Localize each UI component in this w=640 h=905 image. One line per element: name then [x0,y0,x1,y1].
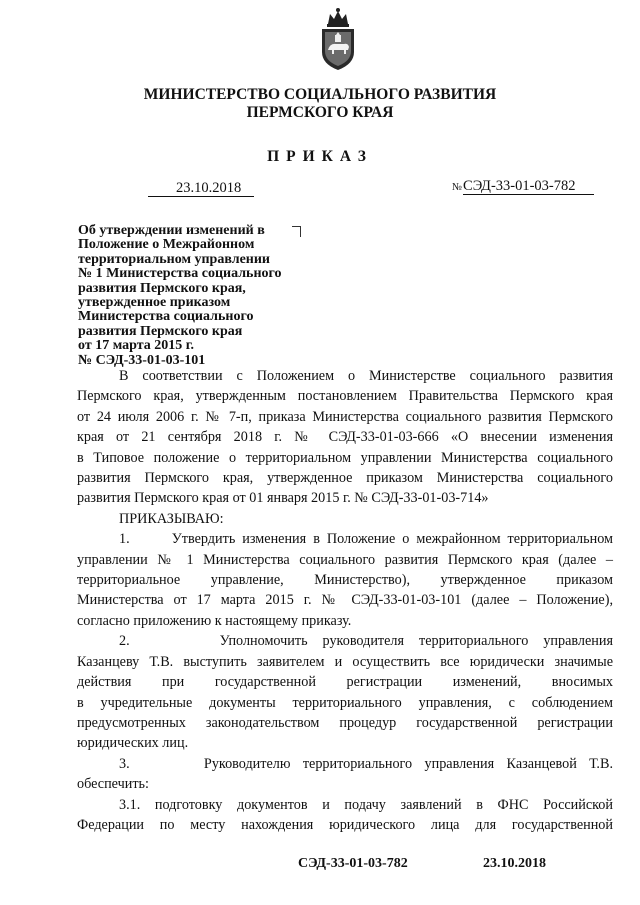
text-line: 3. Руководителю территориального управления Казанцевой Т.В. [119,755,613,772]
item-3 [77,754,613,795]
footer-document-date: 23.10.2018 [483,856,546,871]
coat-of-arms-icon [316,6,360,72]
order-number [452,178,594,196]
text-line: в учредительные документы территориального управления, с соблюдением [77,694,613,711]
order-subject: Об утверждении изменений в Положение о Межрайонном территориальном управлении № 1 Министерства социального развития Пермского края, утвержденное приказом Министерства социального развития Пермского края от 17 марта 2015 г. № СЭД-33-01-03-101 [78,223,282,368]
text-line: Министерства от 17 марта 2015 г. № СЭД-33-01-03-101 (далее – Положение), [77,592,613,609]
order-date [148,180,254,197]
text-line: территориальное управление, Министерство), утвержденное приказом [77,572,613,589]
text-line: 3.1. подготовку документов и подачу заявлений в ФНС Российской [119,796,613,813]
text-line: согласно приложению к настоящему приказу. [77,612,352,629]
ministry-name-line2: ПЕРМСКОГО КРАЯ [246,104,394,121]
order-body [77,366,613,835]
text-line: Пермского края, утвержденным постановлением Правительства Пермского края [77,388,613,405]
order-number-value: СЭД-33-01-03-782 [463,178,593,195]
item-2 [77,631,613,753]
text-line: управлении № 1 Министерства социального развития Пермского края (далее – [77,551,613,568]
text-line: Федерации по месту нахождения юридического лица для государственной [77,816,613,833]
text-line: в Типовое положение о территориальном управлении Министерства социального [77,449,613,466]
item-3-1 [77,795,613,836]
number-sign: № [452,182,463,193]
order-date-value: 23.10.2018 [176,180,242,196]
text-line: развития Пермского края, утвержденное приказом Министерства социального [77,470,613,487]
text-line: от 24 июля 2006 г. № 7-п, приказа Министерства социального развития Пермского [77,408,613,425]
text-line: края от 21 сентября 2018 г. № СЭД-33-01-03-666 «О внесении изменения [77,429,613,446]
ministry-name-line1: МИНИСТЕРСТВО СОЦИАЛЬНОГО РАЗВИТИЯ [143,86,497,103]
text-line: 2. Уполномочить руководителя территориального управления [119,633,613,650]
document-type-title: ПРИКАЗ [267,148,373,165]
text-line: Казанцеву Т.В. выступить заявителем и осуществить все юридически значимые [77,653,613,670]
footer-document-number: СЭД-33-01-03-782 [298,856,408,871]
text-line: развития Пермского края от 01 января 2015 г. № СЭД-33-01-03-714» [77,490,489,507]
text-line: юридических лиц. [77,735,189,752]
preamble-paragraph [77,366,613,386]
text-line: обеспечить: [77,776,149,793]
text-line: 1. Утвердить изменения в Положение о межрайонном территориальном [119,531,613,548]
text-line: предусмотренных законодательством процедур государственной регистрации [77,714,613,731]
order-word: ПРИКАЗЫВАЮ: [119,510,224,527]
item-1 [77,529,613,631]
preamble-continuation [77,386,613,508]
text-line: В соответствии с Положением о Министерстве социального развития [119,368,613,384]
text-line: действия при государственной регистрации изменений, вносимых [77,674,613,691]
